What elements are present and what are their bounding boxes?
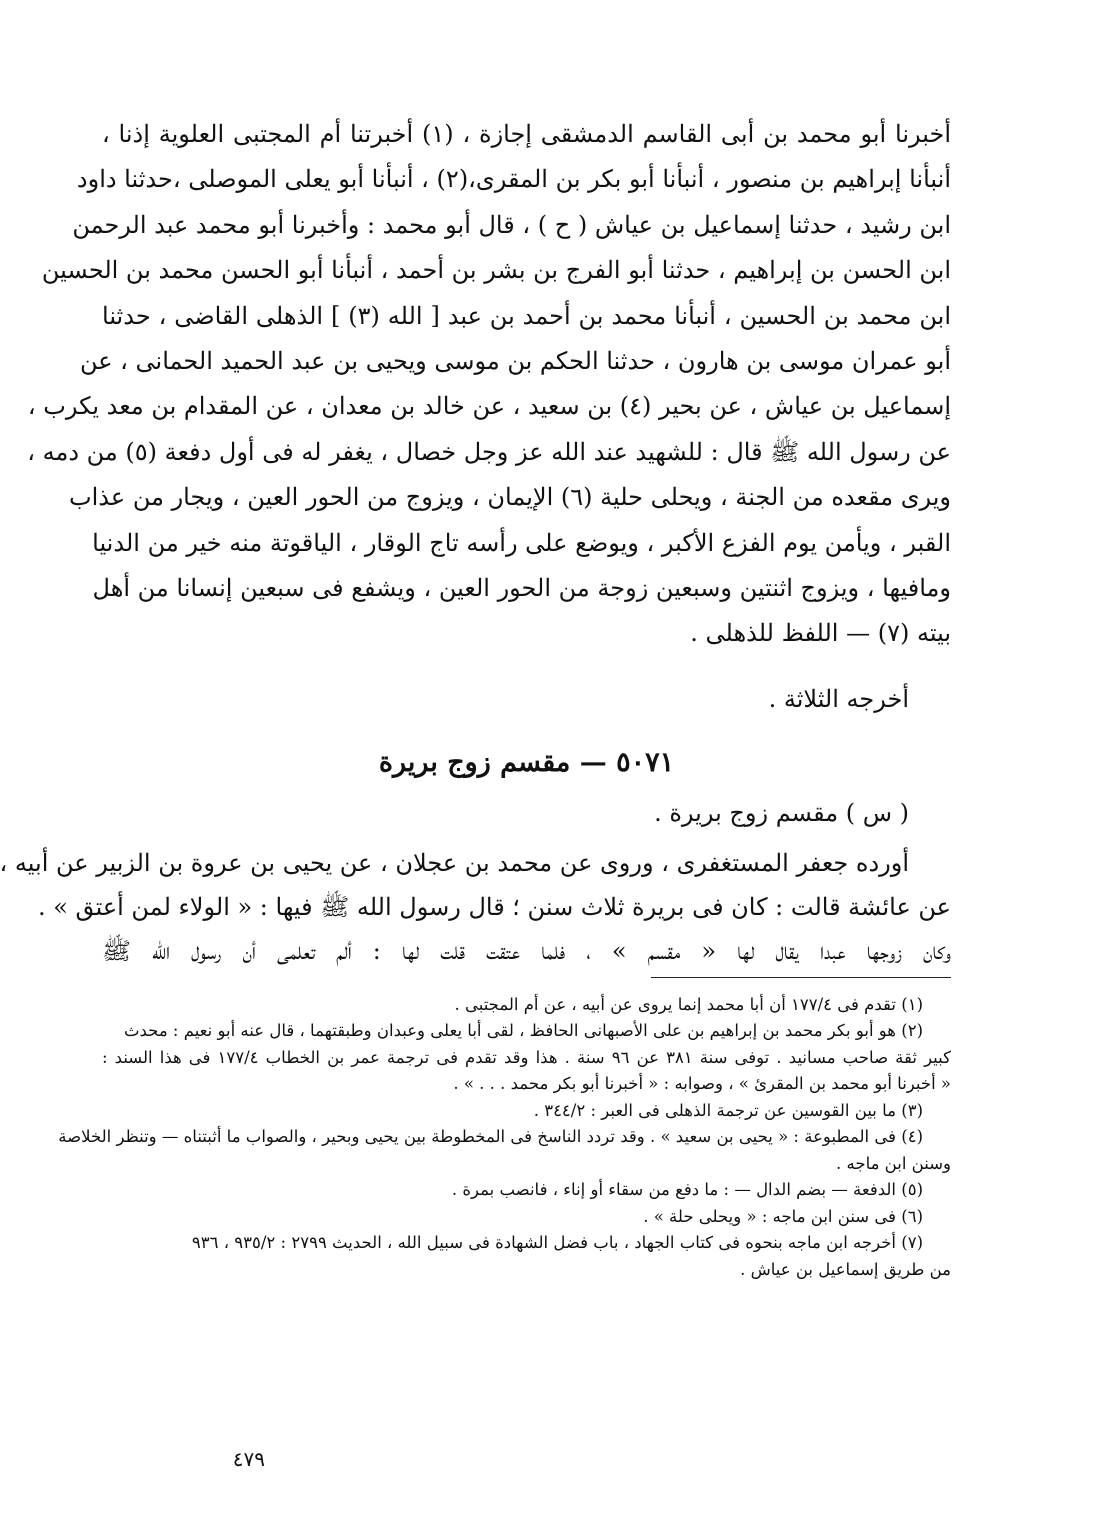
footnote-1 bbox=[102, 992, 951, 1019]
footnote-line: (٢) هو أبو بكر محمد بن إبراهيم بن على الأصبهانى الحافظ ، لقى أبا يعلى وعبدان وطبقتهما ، قال عنه أبو نعيم : محدث bbox=[123, 1021, 923, 1041]
text-line: إسماعيل بن عياش ، عن بحير (٤) بن سعيد ، عن خالد بن معدان ، عن المقدام بن معد يكرب ، bbox=[27, 392, 951, 421]
hadith-paragraph bbox=[27, 112, 952, 657]
footnote-line: (٦) فى سنن ابن ماجه : « ويحلى حلة » . bbox=[643, 1206, 923, 1226]
entry-source-line: ( س ) مقسم زوج بريرة . bbox=[654, 798, 909, 827]
footnotes bbox=[58, 992, 951, 1284]
footnote-6 bbox=[102, 1204, 951, 1231]
footnote-3 bbox=[102, 1098, 951, 1125]
text-line: ومافيها ، ويزوج اثنتين وسبعين زوجة من الحور العين ، ويشفع فى سبعين إنسانا من أهل bbox=[92, 573, 951, 602]
footnote-divider bbox=[651, 977, 951, 978]
footnote-5 bbox=[102, 1177, 951, 1204]
footnote-line: (٥) الدفعة — بضم الدال — : ما دفع من سقاء أو إناء ، فانصب بمرة . bbox=[451, 1180, 923, 1200]
text-line: عن رسول الله ﷺ قال : للشهيد عند الله عز وجل خصال ، يغفر له فى أول دفعة (٥) من دمه ، bbox=[27, 437, 951, 466]
text-line: أبو عمران موسى بن هارون ، حدثنا الحكم بن موسى ويحيى بن عبد الحميد الحمانى ، عن bbox=[79, 346, 951, 375]
footnote-line: من طريق إسماعيل بن عياش . bbox=[740, 1259, 951, 1279]
text-line: وكان زوجها عبدا يقال لها « مقسم » ، فلما عتقت قلت لها : ألم تعلمى أن رسول الله ﷺ bbox=[102, 936, 951, 965]
footnote-line: وسنن ابن ماجه . bbox=[836, 1153, 951, 1173]
page-number: ٤٧٩ bbox=[232, 1447, 265, 1471]
footnote-2 bbox=[102, 1018, 951, 1098]
text-line: ابن الحسن بن إبراهيم ، حدثنا أبو الفرج بن بشر بن أحمد ، أنبأنا أبو الحسن محمد بن الحسين bbox=[41, 256, 951, 285]
text-line: ويرى مقعده من الجنة ، ويحلى حلية (٦) الإيمان ، ويزوج من الحور العين ، ويجار من عذاب bbox=[69, 483, 951, 512]
footnote-line: (١) تقدم فى ١٧٧/٤ أن أبا محمد إنما يروى عن أبيه ، عن أم المجتبى . bbox=[454, 994, 923, 1014]
text-line: القبر ، ويأمن يوم الفزع الأكبر ، ويوضع على رأسه تاج الوقار ، الياقوتة منه خير من الدنيا bbox=[92, 528, 951, 557]
text-line: أورده جعفر المستغفرى ، وروى عن محمد بن عجلان ، عن يحيى بن عروة بن الزبير عن أبيه ، bbox=[0, 848, 909, 877]
text-line: ابن محمد بن الحسين ، أنبأنا محمد بن أحمد بن عبد [ الله (٣) ] الذهلى القاضى ، حدثنا bbox=[102, 301, 951, 330]
text-line: عن عائشة قالت : كان فى بريرة ثلاث سنن ؛ قال رسول الله ﷺ فيها : « الولاء لمن أعتق » . bbox=[37, 892, 951, 921]
text-line: ابن رشيد ، حدثنا إسماعيل بن عياش ( ح ) ، قال أبو محمد : وأخبرنا أبو محمد عبد الرحمن bbox=[72, 210, 951, 239]
entry-paragraph bbox=[0, 841, 951, 973]
entry-heading: ٥٠٧١ — مقسم زوج بريرة bbox=[378, 746, 675, 778]
text-line: بيته (٧) — اللفظ للذهلى . bbox=[690, 619, 951, 648]
text-line: أنبأنا إبراهيم بن منصور ، أنبأنا أبو بكر بن المقرى،(٢) ، أنبأنا أبو يعلى الموصلى ،حدثنا داود bbox=[76, 165, 951, 194]
footnote-4 bbox=[58, 1124, 951, 1177]
footnote-line: (٧) أخرجه ابن ماجه بنحوه فى كتاب الجهاد ، باب فضل الشهادة فى سبيل الله ، الحديث ٢٧٩٩ : ٩٣٥/٢ ، ٩٣٦ bbox=[191, 1233, 923, 1253]
footnote-line: (٣) ما بين القوسين عن ترجمة الذهلى فى العبر : ٣٤٤/٢ . bbox=[533, 1100, 923, 1120]
footnote-line: كبير ثقة صاحب مسانيد . توفى سنة ٣٨١ عن ٩٦ سنة . هذا وقد تقدم فى ترجمة عمر بن الخطاب ١٧٧/٤ فى هذا السند : bbox=[102, 1047, 951, 1067]
takhrij-note: أخرجه الثلاثة . bbox=[768, 684, 909, 713]
footnote-line: (٤) فى المطبوعة : « يحيى بن سعيد » . وقد تردد الناسخ فى المخطوطة بين يحيى وبحير ، والصواب ما أثبتناه — وتنظر الخلاصة bbox=[58, 1127, 923, 1147]
footnote-7 bbox=[102, 1230, 951, 1283]
footnote-line: « أخبرنا أبو محمد بن المقرئ » ، وصوابه : « أخبرنا أبو بكر محمد . . . » . bbox=[453, 1074, 951, 1094]
text-line: أخبرنا أبو محمد بن أبى القاسم الدمشقى إجازة ، (١) أخبرتنا أم المجتبى العلوية إذنا ، bbox=[102, 120, 952, 148]
